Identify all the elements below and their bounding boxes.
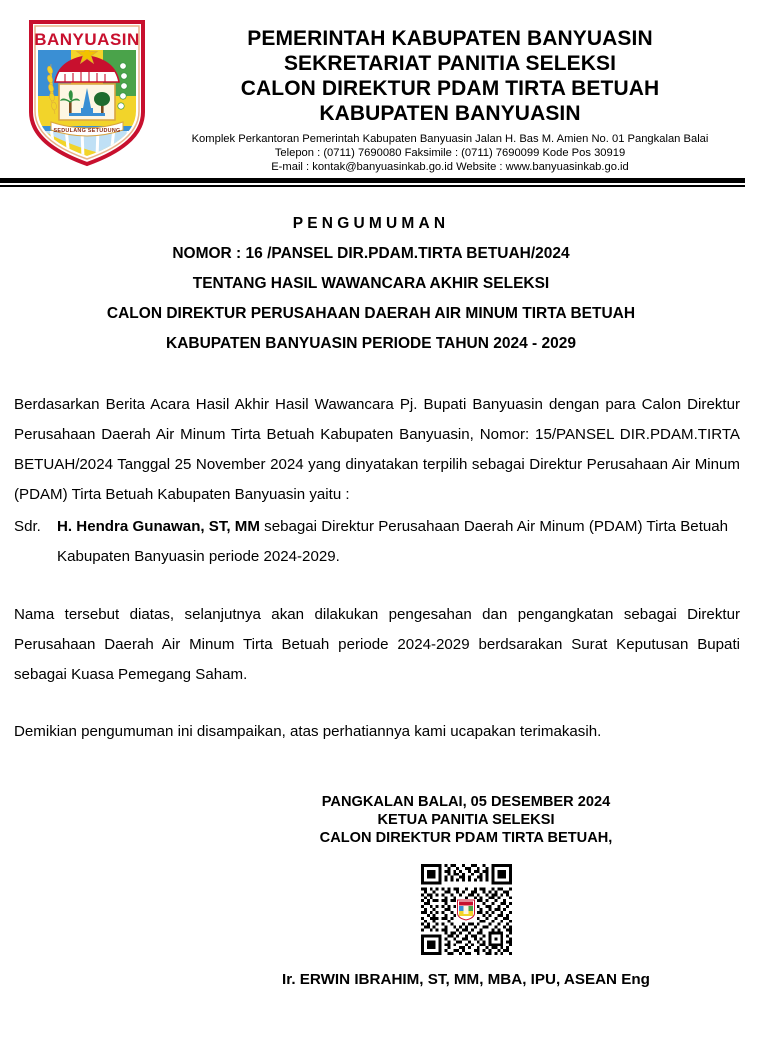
body-paragraph-2: Nama tersebut diatas, selanjutnya akan dilakukan pengesahan dan pengangkatan sebagai Direktur Perusahaan Daerah Air Minum Tirta Betuah periode 2024-2029 berdsarakan Surat Keputusan Bupati sebagai Kuasa Pemegang Saham.: [14, 606, 740, 683]
address-line-1: Komplek Perkantoran Pemerintah Kabupaten Banyuasin Jalan H. Bas M. Amien No. 01 Pangkalan Balai: [191, 133, 709, 145]
org-line-3: CALON DIREKTUR PDAM TIRTA BETUAH: [240, 77, 660, 100]
qr-embedded-emblem-icon: [457, 899, 476, 921]
qr-code-container: [200, 859, 732, 960]
appointee-detail: sebagai Direktur Perusahaan Daerah Air Minum (PDAM) Tirta Betuah Kabupaten Banyuasin periode 2024-2029.: [57, 518, 729, 565]
letterhead-text: [162, 10, 756, 174]
letterhead: [0, 0, 768, 176]
org-line-4: KABUPATEN BANYUASIN: [319, 102, 581, 125]
signature-block: [0, 793, 768, 990]
appointee-row: [14, 512, 740, 572]
divider-thin-line: [0, 185, 745, 187]
body-paragraph-3: Demikian pengumuman ini disampaikan, atas perhatiannya kami ucapakan terimakasih.: [14, 723, 602, 740]
document-body: [14, 390, 740, 747]
address-block: [162, 132, 738, 174]
signature-role-1: KETUA PANITIA SELEKSI: [377, 812, 555, 828]
header-divider: [0, 178, 745, 187]
announcement-title-block: [0, 209, 768, 359]
address-line-2: Telepon : (0711) 7690080 Faksimile : (0711) 7690099 Kode Pos 30919: [274, 147, 626, 159]
qr-code: [418, 859, 515, 960]
appointee-label: Sdr.: [14, 518, 41, 535]
emblem-container: [12, 10, 162, 168]
announcement-number: NOMOR : 16 /PANSEL DIR.PDAM.TIRTA BETUAH/2024: [172, 245, 570, 262]
announcement-subject-3: KABUPATEN BANYUASIN PERIODE TAHUN 2024 - 2029: [166, 335, 576, 352]
appointee-text: [57, 512, 740, 572]
emblem-motto-text: SEDULANG SETUDUNG: [53, 128, 121, 134]
signature-role-2: CALON DIREKTUR PDAM TIRTA BETUAH,: [319, 830, 613, 846]
announcement-heading: PENGUMUMAN: [292, 215, 450, 232]
banyuasin-regency-coat-of-arms-icon: [25, 16, 149, 168]
address-line-3: E-mail : kontak@banyuasinkab.go.id Website : www.banyuasinkab.go.id: [271, 161, 629, 173]
appointee-name: H. Hendra Gunawan, ST, MM: [57, 518, 260, 535]
org-line-1: PEMERINTAH KABUPATEN BANYUASIN: [247, 27, 653, 50]
announcement-subject-2: CALON DIREKTUR PERUSAHAAN DAERAH AIR MINUM TIRTA BETUAH: [106, 305, 636, 322]
org-line-2: SEKRETARIAT PANITIA SELEKSI: [283, 52, 617, 75]
announcement-subject-1: TENTANG HASIL WAWANCARA AKHIR SELEKSI: [192, 275, 550, 292]
signatory-name: Ir. ERWIN IBRAHIM, ST, MM, MBA, IPU, ASEAN Eng: [282, 971, 650, 988]
signature-place-date: PANGKALAN BALAI, 05 DESEMBER 2024: [321, 794, 611, 810]
svg-text:BANYUASIN: BANYUASIN: [34, 30, 140, 49]
body-paragraph-1: Berdasarkan Berita Acara Hasil Akhir Hasil Wawancara Pj. Bupati Banyuasin dengan para Calon Direktur Perusahaan Daerah Air Minum Tirta Betuah Kabupaten Banyuasin, Nomor: 15/PANSEL DIR.PDAM.TIRTA BETUAH/2024 Tanggal 25 November 2024 yang dinyatakan terpilih sebagai Direktur Perusahaan Air Minum (PDAM) Tirta Betuah Kabupaten Banyuasin yaitu :: [14, 396, 740, 503]
